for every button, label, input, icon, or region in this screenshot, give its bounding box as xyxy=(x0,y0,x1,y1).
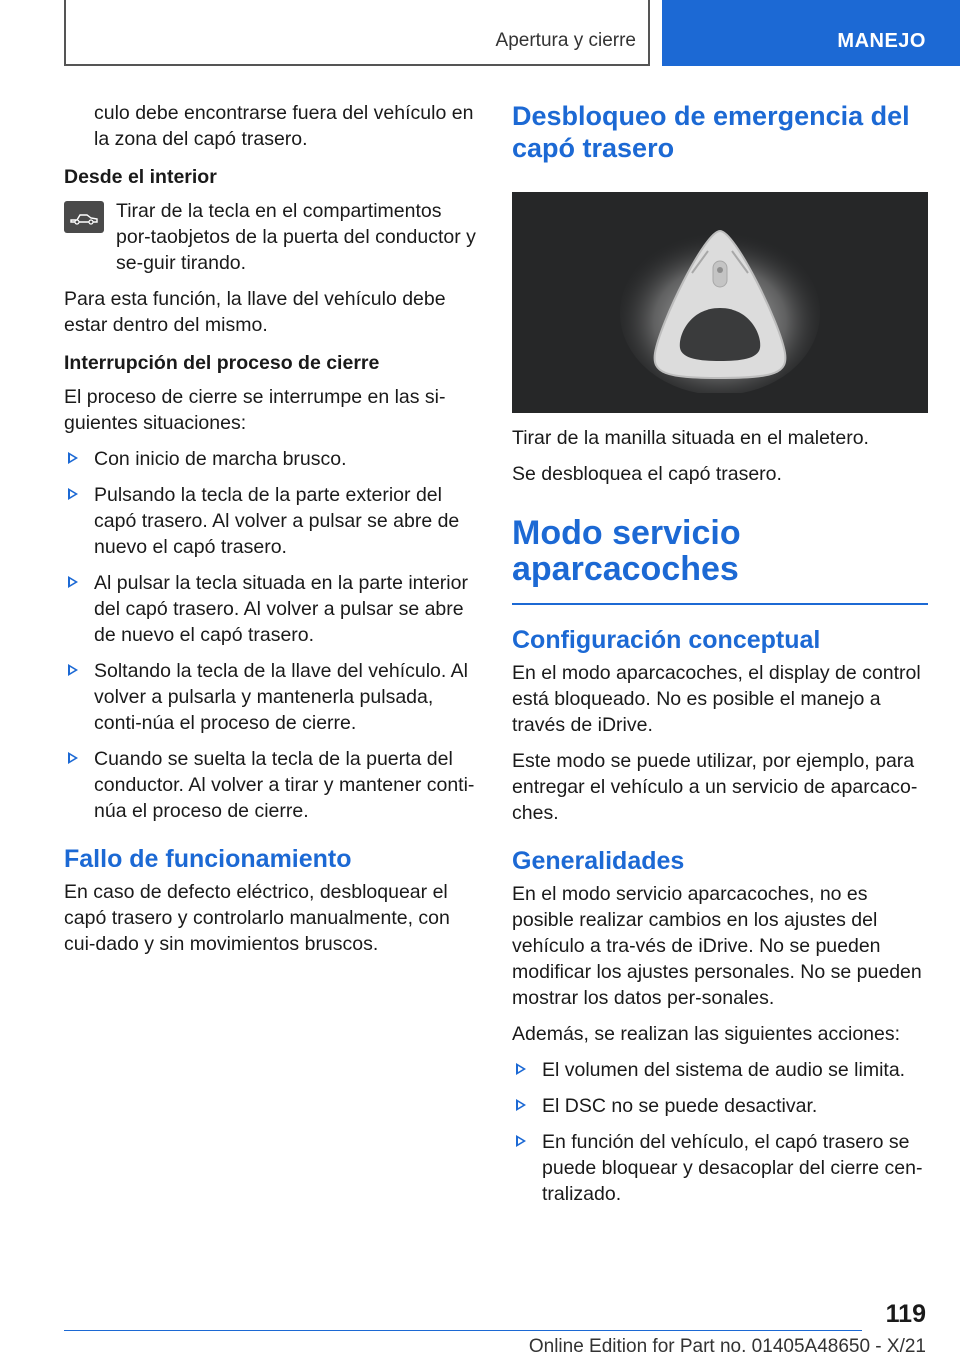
interior-heading: Desde el interior xyxy=(64,166,217,188)
general-text-1: En el modo servicio aparcacoches, no es posible realizar cambios en los ajustes del vehículo a tra-vés de iDrive. No se pueden modificar los ajustes personales. No se pueden mostrar los datos per-sonales. xyxy=(512,883,922,1009)
emergency-handle-image xyxy=(512,192,928,413)
list-item xyxy=(512,1129,928,1207)
bullet-triangle-icon xyxy=(68,664,78,676)
general-text-2: Además, se realizan las siguientes acciones: xyxy=(512,1023,901,1045)
title-rule xyxy=(512,603,928,605)
interior-text: Tirar de la tecla en el compartimentos por-taobjetos de la puerta del conductor y se-guir tirando. xyxy=(116,200,476,274)
chapter-tab[interactable] xyxy=(662,0,960,66)
bullet-triangle-icon xyxy=(68,488,78,500)
list-item-text: Soltando la tecla de la llave del vehículo. Al volver a pulsarla y mantenerla pulsada, conti-núa el proceso de cierre. xyxy=(94,660,468,734)
list-item-text: El volumen del sistema de audio se limita. xyxy=(542,1059,906,1081)
emergency-step: Tirar de la manilla situada en el maletero. xyxy=(512,427,869,449)
list-item xyxy=(64,746,478,824)
interior-instruction xyxy=(64,198,478,276)
trunk-key-icon xyxy=(64,201,104,233)
general-list xyxy=(512,1057,928,1207)
left-column xyxy=(64,100,478,967)
bullet-triangle-icon xyxy=(516,1099,526,1111)
footer-edition: Online Edition for Part no. 01405A48650 - X/21 xyxy=(528,1336,926,1357)
list-item-text: Al pulsar la tecla situada en la parte interior del capó trasero. Al volver a pulsar se abre de nuevo el capó trasero. xyxy=(94,572,468,646)
list-item xyxy=(512,1057,928,1083)
bullet-triangle-icon xyxy=(68,452,78,464)
footer-rule xyxy=(64,1330,862,1331)
list-item xyxy=(64,570,478,648)
interrupt-list xyxy=(64,446,478,824)
list-item-text: Cuando se suelta la tecla de la puerta del conductor. Al volver a tirar y mantener conti-núa el proceso de cierre. xyxy=(94,748,475,822)
interrupt-heading: Interrupción del proceso de cierre xyxy=(64,352,380,374)
emergency-heading: Desbloqueo de emergencia del capó trasero xyxy=(512,101,910,163)
fault-text: En caso de defecto eléctrico, desbloquear el capó trasero y controlarlo manualmente, con cui-dado y sin movimientos bruscos. xyxy=(64,881,450,955)
list-item xyxy=(64,658,478,736)
bullet-triangle-icon xyxy=(516,1135,526,1147)
bullet-triangle-icon xyxy=(68,752,78,764)
list-item-text: Con inicio de marcha brusco. xyxy=(94,448,347,470)
continuation-text: culo debe encontrarse fuera del vehículo en la zona del capó trasero. xyxy=(94,102,474,150)
list-item xyxy=(64,446,478,472)
general-heading: Generalidades xyxy=(512,847,685,875)
concept-heading: Configuración conceptual xyxy=(512,626,821,654)
key-requirement-text: Para esta función, la llave del vehículo debe estar dentro del mismo. xyxy=(64,288,446,336)
page-number: 119 xyxy=(885,1300,926,1328)
list-item-text: El DSC no se puede desactivar. xyxy=(542,1095,818,1117)
interrupt-intro: El proceso de cierre se interrumpe en las si-guientes situaciones: xyxy=(64,386,446,434)
concept-text-2: Este modo se puede utilizar, por ejemplo, para entregar el vehículo a un servicio de aparcaco-ches. xyxy=(512,750,918,824)
fault-heading: Fallo de funcionamiento xyxy=(64,845,352,873)
bullet-triangle-icon xyxy=(516,1063,526,1075)
list-item-text: En función del vehículo, el capó trasero se puede bloquear y desacoplar del cierre cen-tralizado. xyxy=(542,1131,923,1205)
list-item xyxy=(512,1093,928,1119)
right-column xyxy=(512,100,928,1217)
bullet-triangle-icon xyxy=(68,576,78,588)
emergency-result: Se desbloquea el capó trasero. xyxy=(512,463,782,485)
header-section-title: Apertura y cierre xyxy=(495,30,636,51)
valet-mode-title: Modo servicio aparcacoches xyxy=(512,514,741,588)
concept-text-1: En el modo aparcacoches, el display de control está bloqueado. No es posible el manejo a través de iDrive. xyxy=(512,662,921,736)
chapter-tab-label: MANEJO xyxy=(837,30,926,52)
list-item-text: Pulsando la tecla de la parte exterior del capó trasero. Al volver a pulsar se abre de nuevo el capó trasero. xyxy=(94,484,460,558)
list-item xyxy=(64,482,478,560)
